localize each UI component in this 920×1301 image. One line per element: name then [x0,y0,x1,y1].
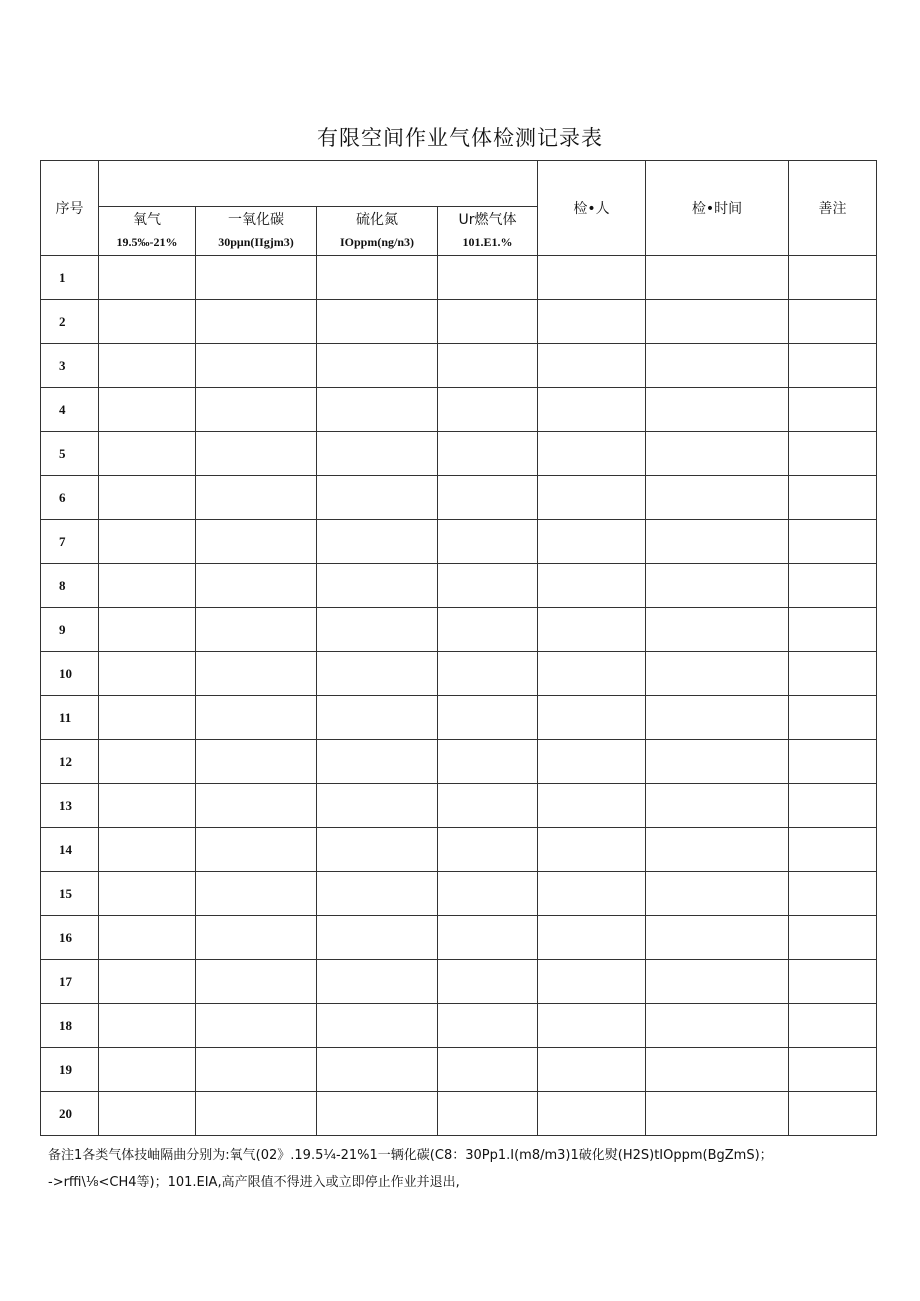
entry-cell[interactable] [99,432,196,476]
entry-cell[interactable] [646,828,789,872]
table-row [41,564,877,608]
entry-cell[interactable] [99,916,196,960]
entry-cell[interactable] [538,432,646,476]
entry-cell[interactable] [538,652,646,696]
entry-cell[interactable] [646,1048,789,1092]
entry-cell[interactable] [789,300,877,344]
entry-cell[interactable] [789,872,877,916]
row-number: 16 [41,916,99,960]
entry-cell[interactable] [317,1004,438,1048]
entry-cell[interactable] [789,960,877,1004]
note-line: ->rffi\⅛<CH4等)；101.EIA,高产限值不得进入或立即停止作业并退出, [48,1175,460,1190]
entry-cell[interactable] [317,1048,438,1092]
entry-cell[interactable] [317,872,438,916]
row-number: 12 [41,740,99,784]
entry-cell[interactable] [438,388,538,432]
entry-cell[interactable] [317,388,438,432]
entry-cell[interactable] [317,256,438,300]
gas-name: Ur燃气体 [458,212,517,229]
entry-cell[interactable] [646,1092,789,1136]
header-inspector: 检•人 [538,161,646,256]
entry-cell[interactable] [538,608,646,652]
entry-cell[interactable] [99,1048,196,1092]
entry-cell[interactable] [538,564,646,608]
entry-cell[interactable] [99,784,196,828]
entry-cell[interactable] [646,1004,789,1048]
header-combustible-gas [438,207,538,256]
entry-cell[interactable] [99,740,196,784]
table-row [41,256,877,300]
entry-cell[interactable] [99,696,196,740]
entry-cell[interactable] [317,344,438,388]
gas-name: 一氧化碳 [228,212,284,229]
entry-cell[interactable] [646,388,789,432]
entry-cell[interactable] [196,1048,317,1092]
entry-cell[interactable] [438,256,538,300]
entry-cell[interactable] [646,872,789,916]
entry-cell[interactable] [196,784,317,828]
entry-cell[interactable] [538,344,646,388]
entry-cell[interactable] [438,608,538,652]
row-number: 6 [41,476,99,520]
entry-cell[interactable] [538,256,646,300]
header-time: 检•时间 [646,161,789,256]
entry-cell[interactable] [789,1048,877,1092]
entry-cell[interactable] [646,520,789,564]
row-number: 4 [41,388,99,432]
entry-cell[interactable] [99,828,196,872]
gas-limit: 101.E1.% [462,235,513,250]
row-number: 2 [41,300,99,344]
entry-cell[interactable] [99,344,196,388]
entry-cell[interactable] [538,1092,646,1136]
table-row [41,1048,877,1092]
table-row [41,916,877,960]
entry-cell[interactable] [196,828,317,872]
table-row [41,432,877,476]
entry-cell[interactable] [438,564,538,608]
entry-cell[interactable] [317,476,438,520]
table-row [41,1092,877,1136]
entry-cell[interactable] [789,344,877,388]
entry-cell[interactable] [99,300,196,344]
entry-cell[interactable] [438,740,538,784]
entry-cell[interactable] [317,828,438,872]
entry-cell[interactable] [99,256,196,300]
entry-cell[interactable] [438,1048,538,1092]
entry-cell[interactable] [538,520,646,564]
row-number: 17 [41,960,99,1004]
entry-cell[interactable] [646,916,789,960]
entry-cell[interactable] [196,1092,317,1136]
row-number: 9 [41,608,99,652]
table-row [41,476,877,520]
header-remark: 善注 [789,161,877,256]
entry-cell[interactable] [789,1004,877,1048]
entry-cell[interactable] [438,960,538,1004]
table-row [41,696,877,740]
entry-cell[interactable] [196,872,317,916]
entry-cell[interactable] [538,1004,646,1048]
entry-cell[interactable] [196,608,317,652]
page-title: 有限空间作业气体检测记录表 [317,126,603,150]
entry-cell[interactable] [646,740,789,784]
entry-cell[interactable] [438,344,538,388]
entry-cell[interactable] [317,300,438,344]
gas-detection-record-table [40,160,877,1136]
entry-cell[interactable] [99,388,196,432]
row-number: 18 [41,1004,99,1048]
entry-cell[interactable] [317,608,438,652]
entry-cell[interactable] [538,1048,646,1092]
entry-cell[interactable] [196,520,317,564]
entry-cell[interactable] [538,300,646,344]
table-row [41,872,877,916]
row-number: 20 [41,1092,99,1136]
row-number: 7 [41,520,99,564]
entry-cell[interactable] [789,1092,877,1136]
entry-cell[interactable] [438,476,538,520]
entry-cell[interactable] [196,256,317,300]
entry-cell[interactable] [646,432,789,476]
gas-name: 硫化氮 [356,212,398,229]
entry-cell[interactable] [646,960,789,1004]
entry-cell[interactable] [538,872,646,916]
entry-cell[interactable] [196,740,317,784]
entry-cell[interactable] [99,564,196,608]
entry-cell[interactable] [196,388,317,432]
entry-cell[interactable] [196,300,317,344]
entry-cell[interactable] [317,784,438,828]
entry-cell[interactable] [438,1004,538,1048]
gas-limit: IOppm(ng/n3) [339,235,415,250]
row-number: 5 [41,432,99,476]
entry-cell[interactable] [789,784,877,828]
entry-cell[interactable] [538,476,646,520]
entry-cell[interactable] [646,652,789,696]
entry-cell[interactable] [538,696,646,740]
entry-cell[interactable] [789,652,877,696]
note-line: 备注1各类气体技岫隔曲分别为:氧气(02》.19.5¼-21%1一辆化碳(C8：30Pp1.I(m8/m3)1破化熨(H2S)tIOppm(BgZmS)； [48,1148,773,1163]
entry-cell[interactable] [99,960,196,1004]
entry-cell[interactable] [646,476,789,520]
entry-cell[interactable] [438,828,538,872]
remark-note [48,1142,888,1196]
entry-cell[interactable] [438,432,538,476]
row-number: 10 [41,652,99,696]
entry-cell[interactable] [317,916,438,960]
table-row [41,344,877,388]
entry-cell[interactable] [196,564,317,608]
entry-cell[interactable] [438,696,538,740]
entry-cell[interactable] [646,696,789,740]
entry-cell[interactable] [438,872,538,916]
table-row [41,740,877,784]
entry-cell[interactable] [317,432,438,476]
table-row [41,608,877,652]
table-row [41,520,877,564]
entry-cell[interactable] [317,652,438,696]
entry-cell[interactable] [646,564,789,608]
entry-cell[interactable] [438,652,538,696]
entry-cell[interactable] [317,520,438,564]
entry-cell[interactable] [646,300,789,344]
entry-cell[interactable] [99,1092,196,1136]
header-hydrogen-sulfide [317,207,438,256]
entry-cell[interactable] [789,828,877,872]
entry-cell[interactable] [789,564,877,608]
row-number: 15 [41,872,99,916]
table-row [41,960,877,1004]
entry-cell[interactable] [99,872,196,916]
entry-cell[interactable] [789,608,877,652]
entry-cell[interactable] [538,388,646,432]
entry-cell[interactable] [438,520,538,564]
header-gas-group [99,161,538,207]
entry-cell[interactable] [438,916,538,960]
entry-cell[interactable] [196,916,317,960]
header-carbon-monoxide [196,207,317,256]
entry-cell[interactable] [196,344,317,388]
table-row [41,652,877,696]
entry-cell[interactable] [789,916,877,960]
row-number: 8 [41,564,99,608]
entry-cell[interactable] [99,1004,196,1048]
entry-cell[interactable] [99,476,196,520]
entry-cell[interactable] [538,916,646,960]
row-number: 3 [41,344,99,388]
entry-cell[interactable] [789,696,877,740]
header-oxygen [99,207,196,256]
entry-cell[interactable] [196,1004,317,1048]
entry-cell[interactable] [789,256,877,300]
entry-cell[interactable] [438,1092,538,1136]
entry-cell[interactable] [317,740,438,784]
row-number: 13 [41,784,99,828]
row-number: 19 [41,1048,99,1092]
entry-cell[interactable] [99,652,196,696]
gas-limit: 19.5‰-21% [116,235,178,250]
entry-cell[interactable] [196,432,317,476]
entry-cell[interactable] [789,740,877,784]
table-row [41,784,877,828]
entry-cell[interactable] [317,960,438,1004]
entry-cell[interactable] [317,564,438,608]
entry-cell[interactable] [438,300,538,344]
entry-cell[interactable] [99,608,196,652]
header-seq: 序号 [41,161,99,256]
entry-cell[interactable] [789,520,877,564]
entry-cell[interactable] [317,696,438,740]
table-row [41,388,877,432]
entry-cell[interactable] [538,828,646,872]
table-row [41,1004,877,1048]
entry-cell[interactable] [317,1092,438,1136]
entry-cell[interactable] [196,652,317,696]
entry-cell[interactable] [196,476,317,520]
entry-cell[interactable] [646,344,789,388]
entry-cell[interactable] [438,784,538,828]
entry-cell[interactable] [196,960,317,1004]
table-row [41,300,877,344]
gas-limit: 30pμn(IIgjm3) [218,235,294,250]
table-row [41,828,877,872]
entry-cell[interactable] [789,476,877,520]
entry-cell[interactable] [538,784,646,828]
entry-cell[interactable] [646,784,789,828]
entry-cell[interactable] [99,520,196,564]
entry-cell[interactable] [789,432,877,476]
entry-cell[interactable] [789,388,877,432]
entry-cell[interactable] [646,608,789,652]
gas-name: 氧气 [133,212,161,229]
row-number: 1 [41,256,99,300]
entry-cell[interactable] [646,256,789,300]
row-number: 14 [41,828,99,872]
entry-cell[interactable] [538,740,646,784]
entry-cell[interactable] [538,960,646,1004]
row-number: 11 [41,696,99,740]
entry-cell[interactable] [196,696,317,740]
